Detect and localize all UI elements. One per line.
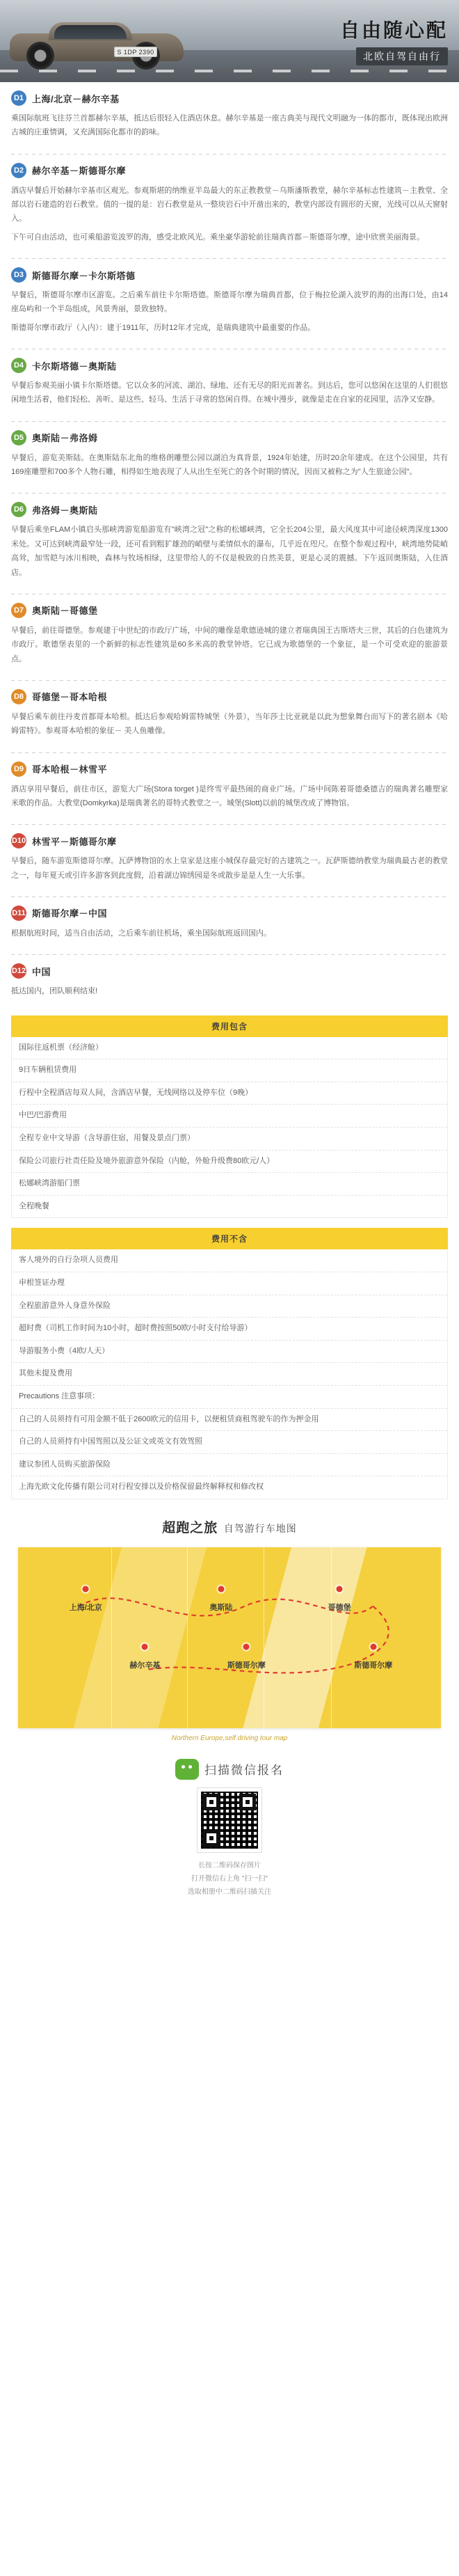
car-illustration	[10, 19, 184, 71]
license-plate: S 1DP 2390	[114, 47, 157, 57]
map-marker-icon	[83, 1586, 89, 1592]
day-paragraph: 早餐后，随车游览斯德哥尔摩。瓦萨博物馆的水上皇家是这座小城保存最完好的古建筑之一。瓦萨斯德纳教堂为瑞典最古老的教堂之一，每年夏天或引许多游客到此度假，沿着湖边锦绣园是冬或散步是是人生一大乐事。	[11, 857, 448, 880]
list-item: 中巴/巴游费用	[12, 1105, 447, 1128]
day-title: 哥德堡－哥本哈根	[32, 692, 108, 703]
day-paragraph: 根据航班时间，适当自由活动，之后乘车前往机场，乘坐国际航班返回国内。	[11, 929, 271, 938]
day-paragraph: 早餐后，前往哥德堡。参观建于中世纪的市政厅广场，中间的雕像是歌德逊城的建立者瑞典国王古斯塔夫三世，其后的白色建筑为市政厅。歌德堡表里的一个新鲜的标志性建筑是60多米高的教堂钟塔。它已成为歌德堡的一个象征，是一个可受欢迎的旅游景点。	[11, 626, 448, 663]
day-badge: D4	[11, 358, 26, 373]
route-map	[18, 1547, 441, 1742]
day-header	[11, 358, 448, 373]
day-badge: D5	[11, 430, 26, 445]
day-paragraph: 早餐后，游览美斯陆。在奥斯陆东北角的维格朗雕塑公园以湖泊为真背景，1924年始建，历时20余年建成。在这个公园里，共有169座雕塑和700多个人物石雕，相得如生地表现了人从出生至死亡的各个时期的情况，因而又被称之为"人生旅途公园"。	[11, 453, 448, 477]
day-badge: D10	[11, 833, 26, 848]
itinerary-day	[0, 753, 459, 818]
map-title-main: 超跑之旅	[162, 1520, 218, 1535]
itinerary-day	[0, 681, 459, 745]
footer-note: 长按二维码保存图片	[198, 1861, 261, 1870]
itinerary-day	[0, 422, 459, 487]
footer	[0, 1759, 459, 1917]
day-paragraph: 酒店早餐后开始赫尔辛基市区观光。参观斯堪的纳维亚半岛最大的东正教教堂－乌斯潘斯教堂，赫尔辛基标志性建筑－主教堂、全部以岩石建造的岩石教堂。值的一提的是：岩石教堂是从一整块岩石中开凿出来的，教堂内部设有圆形的天窗，光线可以从天窗射入。	[11, 186, 448, 223]
list-item: 9日车辆租赁费用	[12, 1059, 447, 1082]
hero-subtitle: 北欧自驾自由行	[356, 47, 448, 65]
qr-eye-top-right	[239, 1794, 256, 1810]
qr-eye-bottom-left	[203, 1830, 220, 1847]
hero-title: 自由随心配	[339, 19, 448, 41]
qr-code[interactable]	[198, 1788, 261, 1852]
day-badge: D2	[11, 163, 26, 178]
footer-notes	[0, 1859, 459, 1899]
map-city-label: 上海/北京	[69, 1603, 102, 1612]
list-item: 其他未提及费用	[12, 1363, 447, 1386]
map-marker-icon	[337, 1586, 343, 1592]
day-badge: D9	[11, 761, 26, 777]
day-badge: D3	[11, 267, 26, 283]
exclude-list	[11, 1249, 448, 1499]
map-city-label: 哥德堡	[328, 1603, 351, 1612]
day-description	[11, 379, 448, 407]
day-title: 中国	[32, 966, 51, 977]
day-header	[11, 906, 448, 921]
map-city-label: 赫尔辛基	[129, 1661, 161, 1670]
footer-note: 打开微信右上角 "扫一扫"	[191, 1874, 268, 1883]
day-badge: D8	[11, 689, 26, 704]
map-city-label: 斯德哥尔摩	[227, 1661, 266, 1670]
day-paragraph: 早餐后，斯德哥尔摩市区游览。之后乘车前往卡尔斯塔德。斯德哥尔摩为瑞典首都，位于梅拉伦湖入波罗的海的出海口处，由14座岛屿和一个半岛组成，风景秀丽，景致独特。	[11, 291, 448, 314]
car-windshield	[54, 25, 127, 39]
day-title: 弗洛姆－奥斯陆	[32, 505, 98, 516]
hero-banner	[0, 0, 459, 82]
day-paragraph: 早餐后乘坐FLAM小镇启头那峡湾游览船游览有"峡湾之冠"之称的松娜峡湾，它全长204公里，最大风度其中可途径峡湾深度1300米处。又可达到峡湾最窄处一段，还可看到粗犷雄劲的峭壁与柔情似水的瀑布，几乎近在咫尺。在整个参观过程中，峡湾地势陡峭高耸，加雪皑与冰川相映，森林与牧场相绿，这里带给人的不仅是极致的自然美景，更是心灵的震撼。下午返回奥斯陆，入住酒店。	[11, 526, 448, 577]
map-city-label: 奥斯陆	[209, 1603, 233, 1612]
include-list	[11, 1037, 448, 1219]
day-title: 卡尔斯塔德－奥斯陆	[32, 361, 117, 372]
itinerary-day	[0, 259, 459, 342]
day-paragraph: 乘国际航班飞往芬兰首都赫尔辛基，抵达后很轻入住酒店休息。赫尔辛基是一座古典美与现代文明融为一体的都市，既体现出欧洲古城的庄重情调，又充满国际化都市的韵味。	[11, 114, 448, 137]
list-item: 自己的人员须持有中国驾照以及公证文或英文有效驾照	[12, 1431, 447, 1454]
itinerary-day	[0, 594, 459, 673]
day-title: 奥斯陆－哥德堡	[32, 606, 98, 617]
footer-note: 选取相册中二维码扫描关注	[188, 1888, 271, 1896]
day-title: 赫尔辛基－斯德哥尔摩	[32, 166, 127, 177]
day-header	[11, 430, 448, 445]
day-paragraph: 斯德哥尔摩市政厅（入内）：建于1911年，历时12年才完成，是瑞典建筑中最重要的作品。	[11, 323, 316, 332]
itinerary-day	[0, 349, 459, 414]
list-item: 全程专业中文导游（含导游住宿，用餐及景点门票）	[12, 1128, 447, 1151]
day-header	[11, 502, 448, 517]
list-item: 全程旅游意外人身意外保险	[12, 1295, 447, 1318]
map-title	[0, 1517, 459, 1536]
itinerary-day	[0, 82, 459, 147]
itinerary-list	[0, 82, 459, 1006]
itinerary-day	[0, 155, 459, 251]
day-description	[11, 624, 448, 666]
map-title-sub: 自驾游行车地图	[223, 1522, 297, 1534]
day-paragraph: 酒店享用早餐后，前往市区，游览大广场(Stora torget )是终雪平最热闹的商业广场。广场中间陈着哥德桑德吉的瑞典著名雕塑家米歌的作品。大教堂(Domkyrka)是瑞典著名的哥特式教堂之一。城堡(Slott)以前的城堡改成了博物馆。	[11, 784, 448, 807]
day-title: 奥斯陆－弗洛姆	[32, 433, 98, 444]
day-title: 林雪平－斯德哥尔摩	[32, 836, 117, 847]
day-title: 斯德哥尔摩－中国	[32, 908, 108, 919]
day-description	[11, 926, 448, 940]
car-wheel-front	[26, 42, 54, 70]
map-marker-icon	[370, 1643, 376, 1650]
day-description	[11, 184, 448, 244]
map-marker-icon	[243, 1643, 250, 1650]
day-badge: D12	[11, 963, 26, 979]
day-title: 哥本哈根－林雪平	[32, 764, 108, 775]
day-paragraph: 下午可自由活动，也可乘船游览波罗的海，感受北欧风光。乘坐豪华游轮前往瑞典首都－斯德哥尔摩，途中欣赏美丽海景。	[11, 232, 424, 242]
include-header: 费用包含	[11, 1016, 448, 1037]
day-header	[11, 833, 448, 848]
map-city-label: 斯德哥尔摩	[354, 1661, 393, 1670]
itinerary-day	[0, 955, 459, 1005]
day-header	[11, 761, 448, 777]
day-description	[11, 710, 448, 738]
day-badge: D11	[11, 906, 26, 921]
day-paragraph: 抵达国内，团队顺利结束!	[11, 987, 98, 996]
itinerary-day	[0, 825, 459, 890]
list-item: 国际往返机票（经济舱）	[12, 1037, 447, 1060]
day-description	[11, 782, 448, 811]
list-item: 全程晚餐	[19, 1201, 49, 1210]
day-badge: D7	[11, 603, 26, 618]
list-item: 自己的人员须持有可用金额不低于2600欧元的信用卡，以便租赁商租驾驶车的作为押金用	[12, 1409, 447, 1432]
list-item: Precautions 注意事项：	[12, 1386, 447, 1409]
day-description	[11, 523, 448, 579]
exclude-header: 费用不含	[11, 1228, 448, 1249]
map-caption: Northern Europe,self driving tour map	[171, 1734, 288, 1742]
hero-titles	[340, 15, 448, 65]
list-item: 行程中全程酒店每双人间，含酒店早餐，无线网络以及停车位（9晚）	[12, 1082, 447, 1105]
day-description	[11, 111, 448, 140]
list-item: 客人境外的自行杂项人员费用	[12, 1249, 447, 1272]
list-item: 申根签证办理	[12, 1272, 447, 1295]
day-badge: D1	[11, 90, 26, 106]
list-item: 建议参团人员购买旅游保险	[12, 1454, 447, 1477]
map-marker-icon	[142, 1643, 148, 1650]
map-marker-icon	[218, 1586, 224, 1592]
route-path-icon	[18, 1547, 441, 1744]
list-item: 保险公司旅行社责任险及境外旅游意外保险（内舱，外舱升级费80欧元/人）	[12, 1151, 447, 1174]
list-item: 超时费（司机工作时间为10小时，超时费按照50欧/小时支付给导游）	[12, 1318, 447, 1341]
wechat-signup-row[interactable]	[0, 1759, 459, 1780]
itinerary-day	[0, 897, 459, 947]
wechat-signup-label: 扫描微信报名	[204, 1764, 284, 1778]
list-item: 上海先欧文化传播有限公司对行程安排以及价格保留最终解释权和修改权	[19, 1483, 264, 1492]
day-header	[11, 963, 448, 979]
day-description	[11, 984, 448, 998]
list-item: 松娜峡湾游船门票	[12, 1173, 447, 1196]
day-header	[11, 689, 448, 704]
itinerary-day	[0, 493, 459, 586]
day-header	[11, 90, 448, 106]
wechat-icon	[175, 1759, 199, 1780]
day-title: 斯德哥尔摩－卡尔斯塔德	[32, 270, 136, 281]
day-paragraph: 早餐后乘车前往丹麦首都哥本哈根。抵达后参观哈姆雷特城堡（外景），当年莎士比亚就是以此为想象舞台而写下的著名剧本《哈姆雷特》。参观哥本哈根的象征－ 美人鱼雕像。	[11, 712, 448, 736]
day-header	[11, 603, 448, 618]
qr-eye-top-left	[203, 1794, 220, 1810]
day-description	[11, 288, 448, 335]
day-header	[11, 163, 448, 178]
list-item: 导游服务小费（4欧/人天）	[12, 1341, 447, 1364]
day-title: 上海/北京－赫尔辛基	[32, 93, 120, 104]
day-description	[11, 451, 448, 480]
day-header	[11, 267, 448, 283]
day-paragraph: 早餐后参观美丽小镇卡尔斯塔德。它以众多的河流、湖泊、绿地、还有无尽的阳光而著名。到达后，您可以悠闲在这里的人们很悠闲地生活着，他们轻松、善听、是这些、轻马、生活于寻常的悠闲自得。在城中漫步，就像是走在自家的花园里，洁净又安静。	[11, 381, 448, 404]
day-badge: D6	[11, 502, 26, 517]
day-description	[11, 854, 448, 883]
